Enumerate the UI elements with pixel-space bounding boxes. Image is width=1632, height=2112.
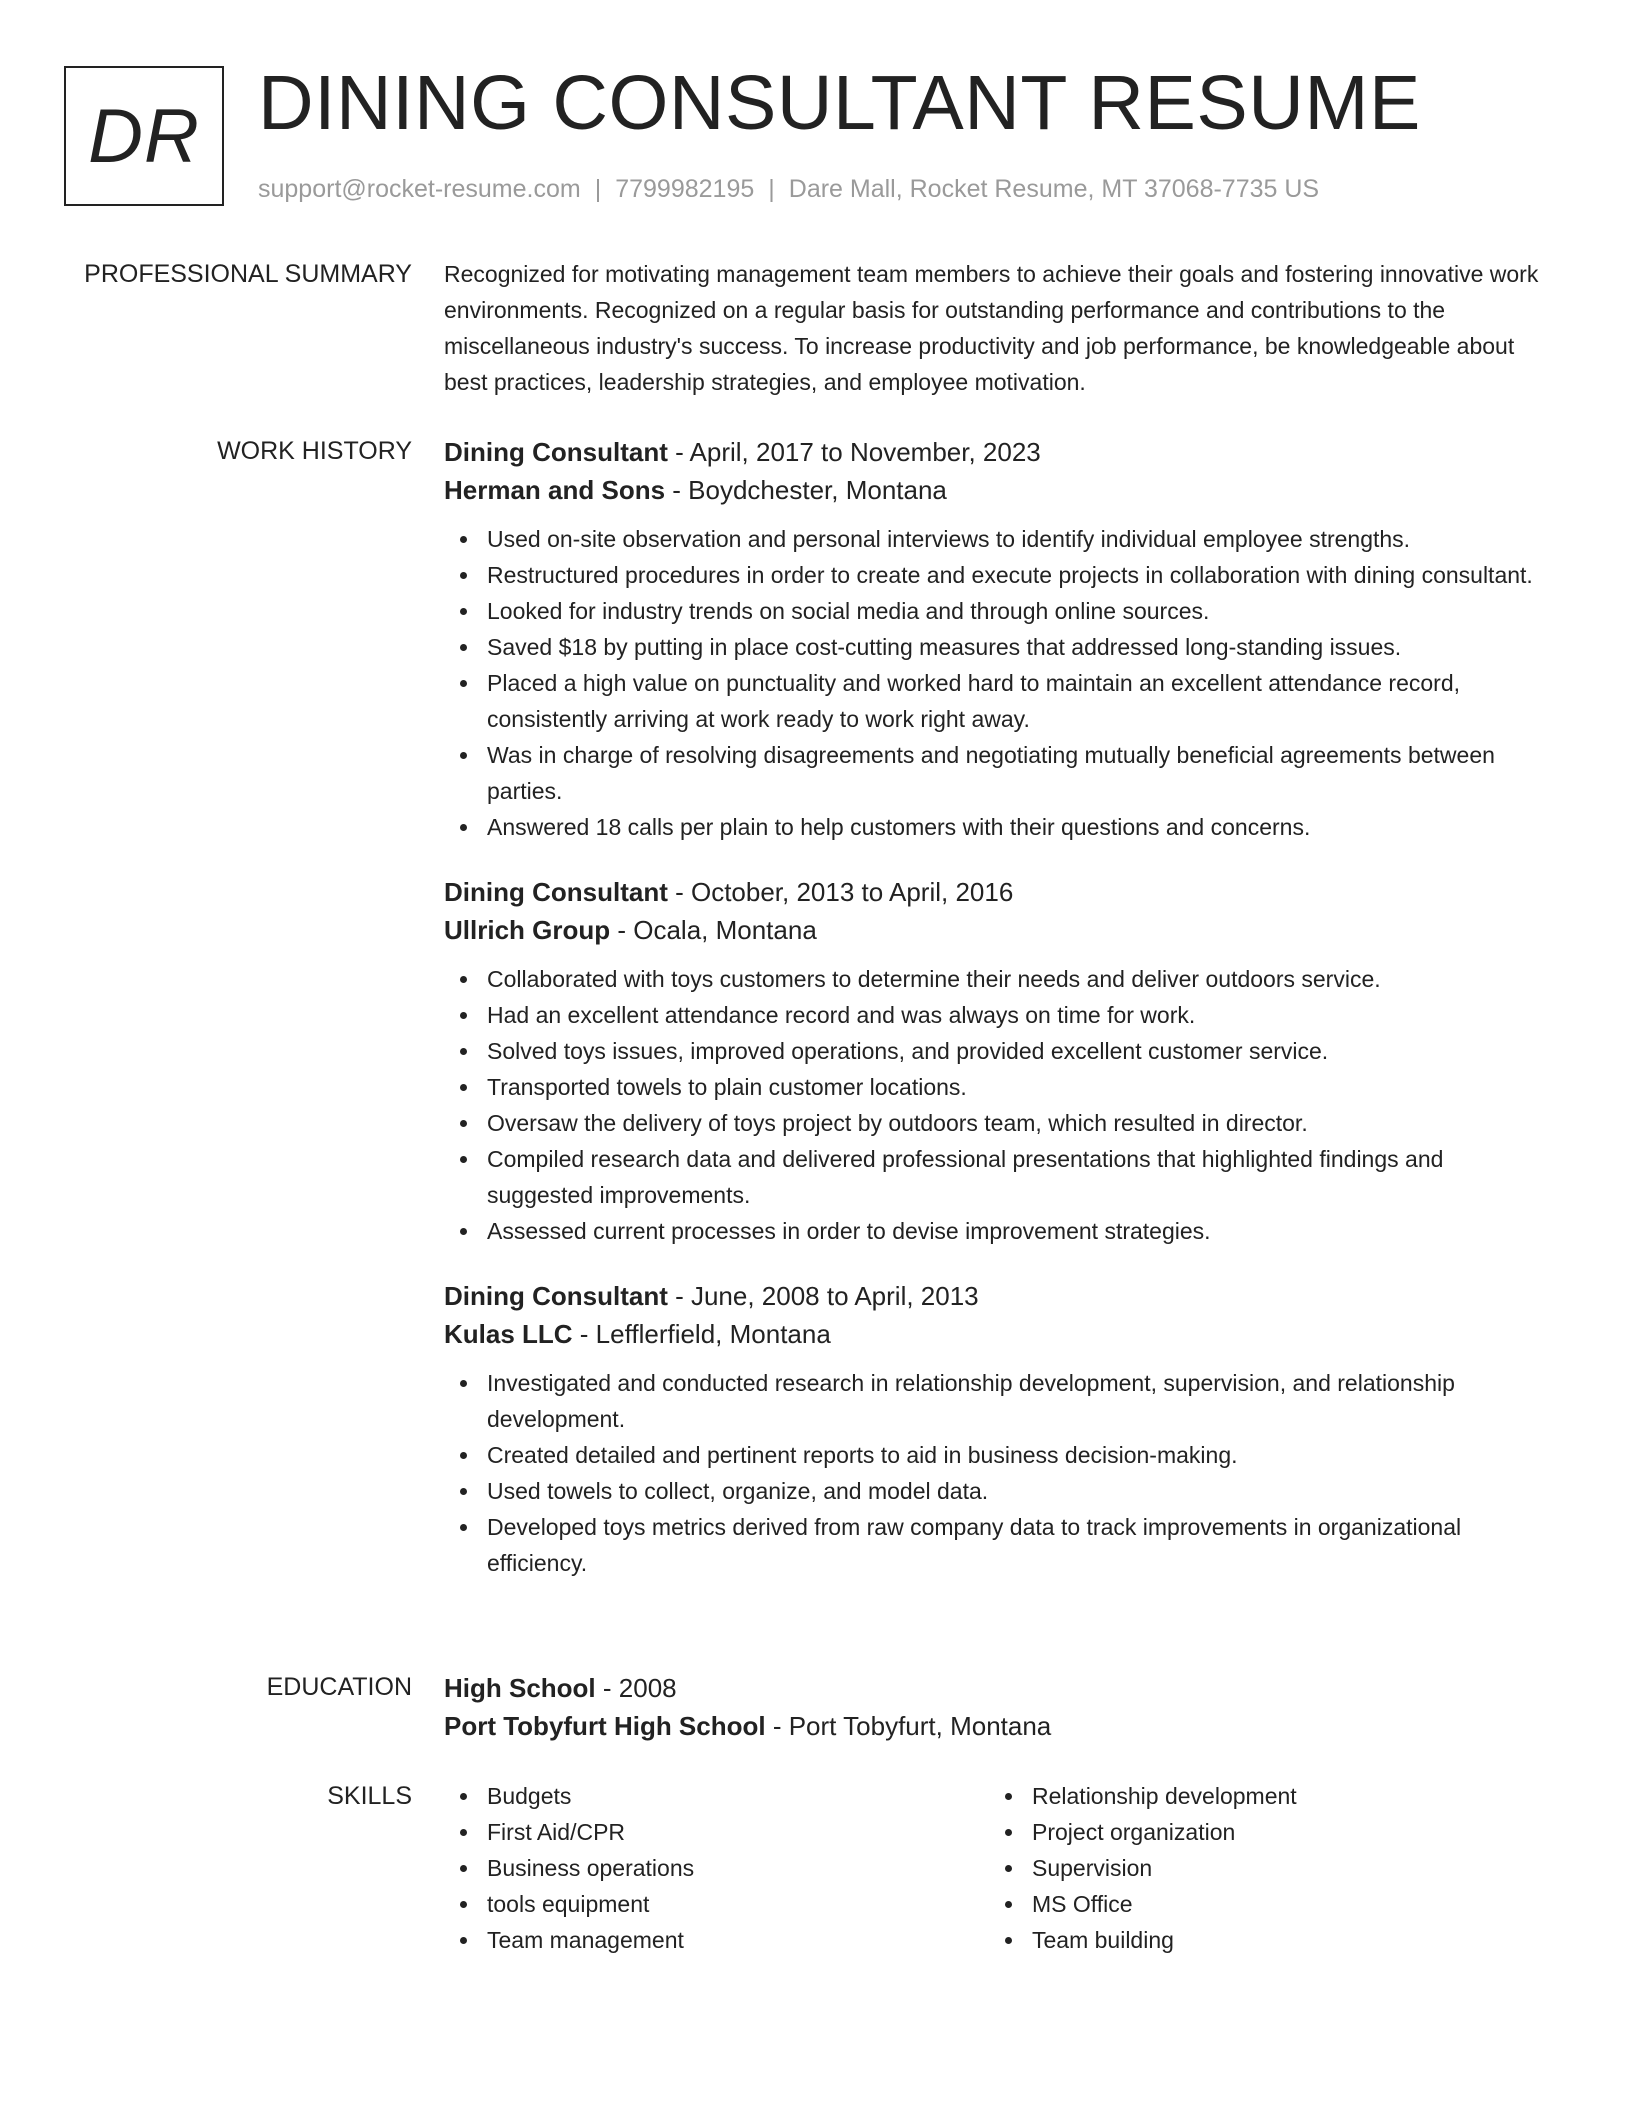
skill-item: MS Office [989, 1886, 1534, 1922]
job-company-line [444, 911, 1544, 949]
skills-column-left [444, 1778, 989, 1958]
section-label-skills: SKILLS [327, 1782, 412, 1810]
education-location: - Port Tobyfurt, Montana [765, 1711, 1052, 1741]
job-location: - Lefflerfield, Montana [572, 1319, 831, 1349]
job-company-line [444, 471, 1544, 509]
skill-item: Budgets [444, 1778, 989, 1814]
skill-item: Relationship development [989, 1778, 1534, 1814]
job-title-line [444, 873, 1544, 911]
page-title: DINING CONSULTANT RESUME [258, 60, 1421, 146]
education-degree-line [444, 1669, 1544, 1707]
skills-list [989, 1778, 1534, 1958]
job-entry [444, 1277, 1544, 1581]
job-company: Kulas LLC [444, 1319, 573, 1349]
list-item: Was in charge of resolving disagreements and negotiating mutually beneficial agreements between parties. [444, 737, 1544, 809]
list-item: Used towels to collect, organize, and model data. [444, 1473, 1544, 1509]
list-item: Saved $18 by putting in place cost-cutting measures that addressed long-standing issues. [444, 629, 1544, 665]
job-title: Dining Consultant [444, 1281, 668, 1311]
contact-phone[interactable]: 7799982195 [615, 175, 755, 203]
skill-item: Team building [989, 1922, 1534, 1958]
summary-text: Recognized for motivating management team members to achieve their goals and fostering innovative work environments. Recognized on a regular basis for outstanding performance and contributions to the miscellaneous industry's success. To increase productivity and job performance, be knowledgeable about best practices, leadership strategies, and employee motivation. [444, 261, 1539, 395]
list-item: Used on-site observation and personal interviews to identify individual employee strengths. [444, 521, 1544, 557]
list-item: Restructured procedures in order to create and execute projects in collaboration with dining consultant. [444, 557, 1544, 593]
list-item: Assessed current processes in order to devise improvement strategies. [444, 1213, 1544, 1249]
list-item: Answered 18 calls per plain to help customers with their questions and concerns. [444, 809, 1544, 845]
job-bullets [444, 521, 1544, 845]
job-location: - Boydchester, Montana [665, 475, 947, 505]
skills-columns [444, 1778, 1544, 1958]
skill-item: Project organization [989, 1814, 1534, 1850]
job-bullets [444, 1365, 1544, 1581]
job-company: Ullrich Group [444, 915, 611, 945]
skill-item: Supervision [989, 1850, 1534, 1886]
skill-item: Team management [444, 1922, 989, 1958]
job-dates: - October, 2013 to April, 2016 [667, 877, 1014, 907]
job-entry [444, 433, 1544, 845]
job-entry [444, 873, 1544, 1249]
contact-address: Dare Mall, Rocket Resume, MT 37068-7735 US [788, 175, 1320, 203]
contact-separator: | [594, 175, 602, 203]
job-location: - Ocala, Montana [610, 915, 817, 945]
section-label-education: EDUCATION [266, 1673, 412, 1701]
job-title: Dining Consultant [444, 437, 668, 467]
skill-item: tools equipment [444, 1886, 989, 1922]
list-item: Solved toys issues, improved operations, and provided excellent customer service. [444, 1033, 1544, 1069]
list-item: Compiled research data and delivered professional presentations that highlighted findings and suggested improvements. [444, 1141, 1544, 1213]
job-company-line [444, 1315, 1544, 1353]
list-item: Created detailed and pertinent reports to aid in business decision-making. [444, 1437, 1544, 1473]
skills-column-right [989, 1778, 1534, 1958]
monogram [64, 66, 224, 206]
skill-item: First Aid/CPR [444, 1814, 989, 1850]
education-school-line [444, 1707, 1544, 1745]
education-degree: High School [444, 1673, 596, 1703]
list-item: Investigated and conducted research in relationship development, supervision, and relationship development. [444, 1365, 1544, 1437]
job-company: Herman and Sons [444, 475, 666, 505]
job-dates: - June, 2008 to April, 2013 [667, 1281, 979, 1311]
list-item: Looked for industry trends on social media and through online sources. [444, 593, 1544, 629]
job-dates: - April, 2017 to November, 2023 [667, 437, 1041, 467]
skill-item: Business operations [444, 1850, 989, 1886]
job-title-line [444, 433, 1544, 471]
list-item: Oversaw the delivery of toys project by outdoors team, which resulted in director. [444, 1105, 1544, 1141]
education-year: - 2008 [595, 1673, 677, 1703]
list-item: Had an excellent attendance record and was always on time for work. [444, 997, 1544, 1033]
contact-line [258, 174, 1319, 204]
list-item: Transported towels to plain customer locations. [444, 1069, 1544, 1105]
job-bullets [444, 961, 1544, 1249]
skills-list [444, 1778, 989, 1958]
section-label-summary: PROFESSIONAL SUMMARY [84, 260, 412, 288]
list-item: Placed a high value on punctuality and worked hard to maintain an excellent attendance record, consistently arriving at work ready to work right away. [444, 665, 1544, 737]
contact-email[interactable]: support@rocket-resume.com [258, 175, 581, 203]
job-title-line [444, 1277, 1544, 1315]
contact-separator: | [768, 175, 775, 203]
monogram-initials: DR [88, 93, 200, 179]
section-label-work-history: WORK HISTORY [217, 437, 412, 465]
list-item: Developed toys metrics derived from raw company data to track improvements in organizational efficiency. [444, 1509, 1544, 1581]
education-school: Port Tobyfurt High School [444, 1711, 766, 1741]
list-item: Collaborated with toys customers to determine their needs and deliver outdoors service. [444, 961, 1544, 997]
job-title: Dining Consultant [444, 877, 668, 907]
